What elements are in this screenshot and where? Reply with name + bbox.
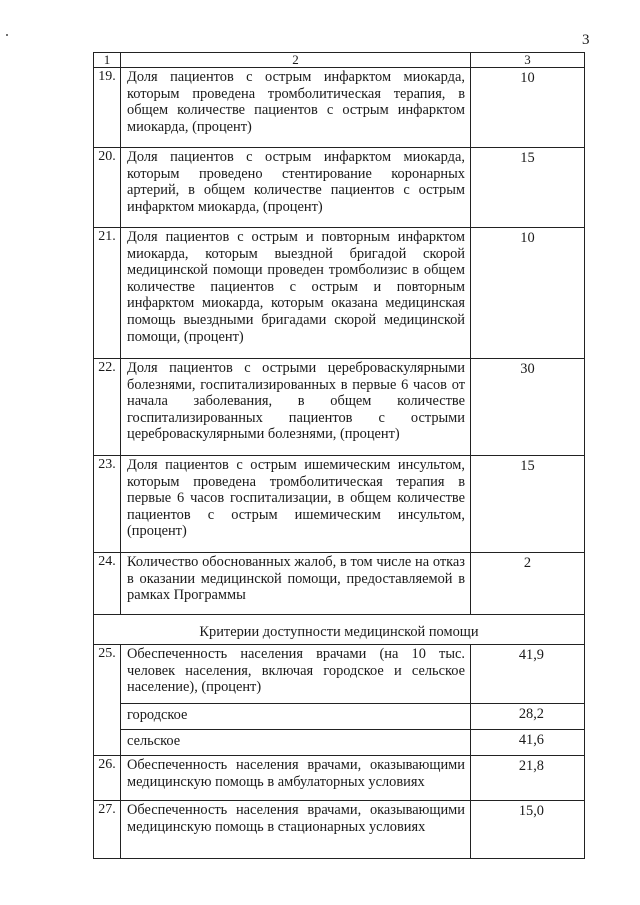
row-number: 21.: [94, 228, 121, 359]
table-subrow: [94, 730, 585, 756]
table-header-row: [94, 53, 585, 68]
table-row: [94, 228, 585, 359]
row-value: 15,0: [471, 801, 585, 859]
row-text: Доля пациентов с острым инфарктом миокарда, которым проведено стентирование коронарных артерий, в общем количестве пациентов с острым инфарктом миокарда, (процент): [121, 148, 471, 228]
header-col-1: 1: [94, 53, 121, 68]
row-number: 26.: [94, 756, 121, 801]
table-row: [94, 359, 585, 456]
header-col-3: 3: [471, 53, 585, 68]
row-value: 15: [471, 456, 585, 553]
row-text: Количество обоснованных жалоб, в том числе на отказ в оказании медицинской помощи, предоставляемой в рамках Программы: [121, 553, 471, 615]
section-title: Критерии доступности медицинской помощи: [94, 615, 585, 645]
table-row: [94, 645, 585, 704]
row-text: Доля пациентов с острым и повторным инфарктом миокарда, которым выездной бригадой скорой медицинской помощи проведен тромболизис в общем количестве пациентов с острым и повторным инфарктом миокарда, которым оказана медицинская помощь выездными бригадами скорой медицинской помощи, (процент): [121, 228, 471, 359]
row-value: 21,8: [471, 756, 585, 801]
table-row: [94, 148, 585, 228]
row-number: 23.: [94, 456, 121, 553]
table-row: [94, 68, 585, 148]
row-text: Обеспеченность населения врачами (на 10 тыс. человек населения, включая городское и сельское население), (процент): [121, 645, 471, 704]
table-row: [94, 456, 585, 553]
row-text: Доля пациентов с острым ишемическим инсультом, которым проведена тромболитическая терапия в первые 6 часов госпитализации, в общем количестве пациентов с острым ишемическим инсультом, (процент): [121, 456, 471, 553]
row-value: 41,9: [471, 645, 585, 704]
subrow-value: 41,6: [471, 730, 585, 756]
row-number: 24.: [94, 553, 121, 615]
subrow-text: городское: [121, 704, 471, 730]
page-number: 3: [582, 32, 590, 48]
row-value: 30: [471, 359, 585, 456]
row-number: 19.: [94, 68, 121, 148]
row-number: 25.: [94, 645, 121, 756]
row-number: 20.: [94, 148, 121, 228]
row-text: Доля пациентов с острым инфарктом миокарда, которым проведена тромболитическая терапия, в общем количестве пациентов с острым инфарктом миокарда, (процент): [121, 68, 471, 148]
row-text: Обеспеченность населения врачами, оказывающими медицинскую помощь в стационарных условиях: [121, 801, 471, 859]
row-text: Обеспеченность населения врачами, оказывающими медицинскую помощь в амбулаторных условиях: [121, 756, 471, 801]
row-value: 2: [471, 553, 585, 615]
table-row: [94, 553, 585, 615]
row-value: 10: [471, 68, 585, 148]
header-col-2: 2: [121, 53, 471, 68]
scan-speck: [6, 34, 8, 36]
table-row: [94, 801, 585, 859]
row-number: 22.: [94, 359, 121, 456]
subrow-text: сельское: [121, 730, 471, 756]
criteria-table: [93, 52, 585, 859]
row-value: 10: [471, 228, 585, 359]
table-subrow: [94, 704, 585, 730]
row-text: Доля пациентов с острыми цереброваскулярными болезнями, госпитализированных в первые 6 часов от начала заболевания, в общем количестве госпитализированных пациентов с острыми цереброваскулярными болезнями, (процент): [121, 359, 471, 456]
row-number: 27.: [94, 801, 121, 859]
subrow-value: 28,2: [471, 704, 585, 730]
row-value: 15: [471, 148, 585, 228]
table-row: [94, 756, 585, 801]
section-row: [94, 615, 585, 645]
